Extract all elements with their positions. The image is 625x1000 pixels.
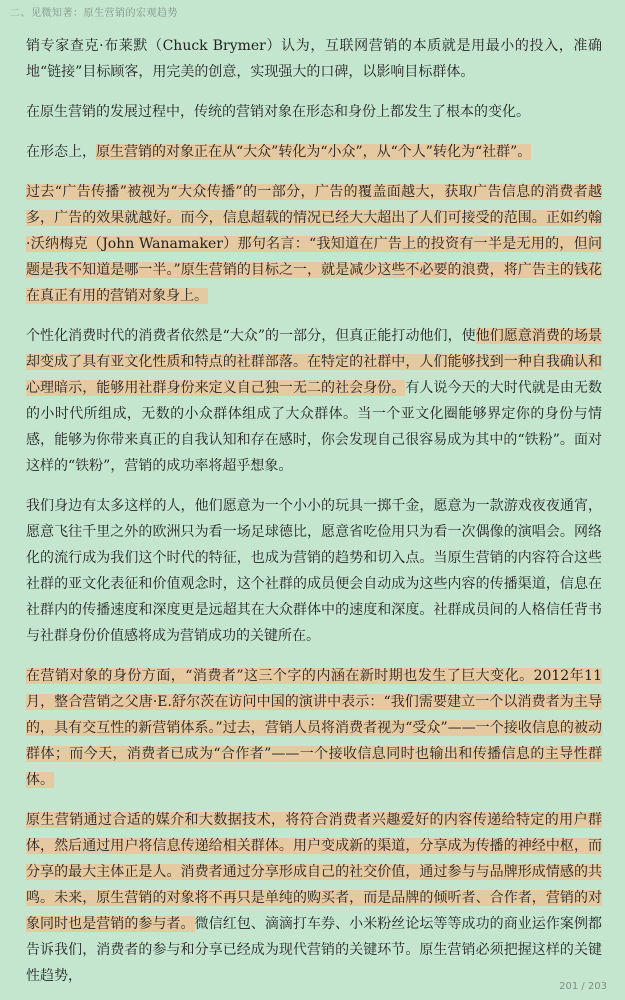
highlight-span[interactable]: 原生营销的对象正在从“大众”转化为“小众”，从“个人”转化为“社群”。	[96, 144, 532, 160]
text-span: 微信红包、滴滴打车券、小米粉丝论坛等等成功的商业运作案例都告诉我们，消费者的参与和分享已经成为现代营销的关键环节。原生营销必须把握这样的关键性趋势，	[26, 916, 603, 984]
paragraph-4	[26, 179, 602, 309]
highlight-span[interactable]: 原生营销通过合适的媒介和大数据技术，将符合消费者兴趣爱好的内容传递给特定的用户群体，然后通过用户将信息传递给相关群体。用户变成新的渠道，分享成为传播的神经中枢，而分享的最大主体正是人。消费者通过分享形成自己的社交价值，通过参与与品牌形成情感的共鸣。未来，原生营销的对象将不再只是单纯的购买者，而是品牌的倾听者、合作者，营销的对象同时也是营销的参与者。	[26, 812, 602, 932]
text-span: 销专家查克·布莱默（Chuck Brymer）认为，互联网营销的本质就是用最小的投入，准确地“链接”目标顾客，用完美的创意，实现强大的口碑，以影响目标群体。	[26, 38, 602, 80]
paragraph-2	[26, 99, 602, 125]
paragraph-8	[26, 807, 602, 989]
paragraph-3	[26, 139, 602, 165]
chapter-header: 二、见微知著：原生营销的宏观趋势	[10, 8, 178, 19]
text-span: 在形态上，	[26, 144, 96, 160]
reading-content	[26, 33, 602, 1000]
highlight-span[interactable]: 过去“广告传播”被视为“大众传播”的一部分，广告的覆盖面越大，获取广告信息的消费者越多，广告的效果就越好。而今，信息超载的情况已经大大超出了人们可接受的范围。正如约翰·沃纳梅克（John Wanamaker）那句名言：“我知道在广告上的投资有一半是无用的，但问题是我不知道是哪一半。”原生营销的目标之一，就是减少这些不必要的浪费，将广告主的钱花在真正有用的营销对象身上。	[26, 184, 602, 304]
paragraph-7	[26, 663, 602, 793]
text-span: 有人说今天的大时代就是由无数的小时代所组成，无数的小众群体组成了大众群体。当一个亚文化圈能够界定你的身份与情感，能够为你带来真正的自我认知和存在感时，你会发现自己很容易成为其中的“铁粉”。面对这样的“铁粉”，营销的成功率将超乎想象。	[26, 380, 603, 474]
highlight-span[interactable]: 他们愿意消费的场景却变成了具有亚文化性质和特点的社群部落。在特定的社群中，人们能够找到一种自我确认和心理暗示，能够用社群身份来定义自己独一无二的社会身份。	[26, 328, 602, 396]
text-span: 在原生营销的发展过程中，传统的营销对象在形态和身份上都发生了根本的变化。	[26, 104, 530, 120]
text-span: 我们身边有太多这样的人，他们愿意为一个小小的玩具一掷千金，愿意为一款游戏夜夜通宵，愿意飞往千里之外的欧洲只为看一场足球德比，愿意省吃俭用只为看一次偶像的演唱会。网络化的流行成为我们这个时代的特征，也成为营销的趋势和切入点。当原生营销的内容符合这些社群的亚文化表征和价值观念时，这个社群的成员便会自动成为这些内容的传播渠道，信息在社群内的传播速度和深度更是远超其在大众群体中的速度和深度。社群成员间的人格信任背书与社群身份价值感将成为营销成功的关键所在。	[26, 498, 602, 644]
paragraph-1	[26, 33, 602, 85]
text-span: 个性化消费时代的消费者依然是“大众”的一部分，但真正能打动他们，使	[26, 328, 476, 344]
paragraph-5	[26, 323, 602, 479]
highlight-span[interactable]: 在营销对象的身份方面，“消费者”这三个字的内涵在新时期也发生了巨大变化。2012年11月，整合营销之父唐·E.舒尔茨在访问中国的演讲中表示：“我们需要建立一个以消费者为主导的，具有交互性的新营销体系。”过去，营销人员将消费者视为“受众”——一个接收信息的被动群体；而今天，消费者已成为“合作者”——一个接收信息同时也输出和传播信息的主导性群体。	[26, 668, 602, 788]
page-indicator: 201 / 203	[559, 981, 607, 992]
paragraph-6	[26, 493, 602, 649]
